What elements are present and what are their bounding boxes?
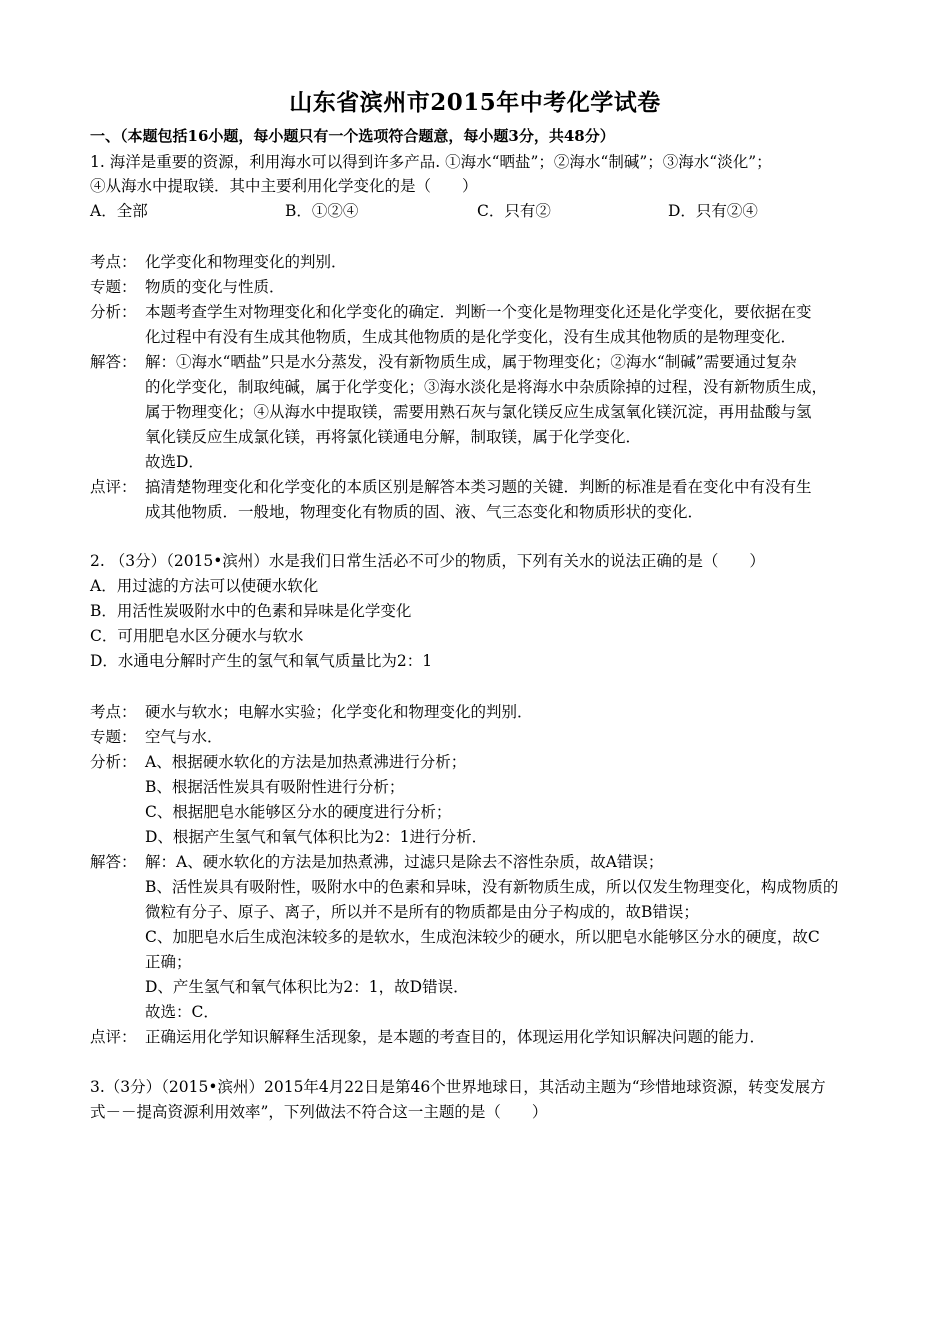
q1-stem-line: ④从海水中提取镁．其中主要利用化学变化的是（ ） <box>90 177 478 195</box>
q2-jieda-line: 故选：C． <box>145 1003 219 1021</box>
section-heading: 一、（本题包括16小题，每小题只有一个选项符合题意，每小题3分，共48分） <box>90 127 615 145</box>
q2-jieda-line: D、产生氢气和氧气体积比为2：1，故D错误． <box>145 978 469 996</box>
q3-stem-line: 3.（3分）（2015•滨州）2015年4月22日是第46个世界地球日，其活动主题为“珍惜地球资源，转变发展方 <box>90 1078 826 1096</box>
q2-zhuanti-label: 专题： <box>90 728 137 746</box>
q1-dianping-label: 点评： <box>90 478 137 496</box>
q2-fenxi-line: D、根据产生氢气和氧气体积比为2：1进行分析． <box>145 828 488 846</box>
q2-kaodian-label: 考点： <box>90 703 137 721</box>
q1-jieda-label: 解答： <box>90 353 137 371</box>
q2-zhuanti: 空气与水． <box>145 728 223 746</box>
q2-option-c: C．可用肥皂水区分硬水与软水 <box>90 627 304 645</box>
q2-fenxi-line: C、根据肥皂水能够区分水的硬度进行分析； <box>145 803 452 821</box>
q1-jieda-line: 故选D． <box>145 453 204 471</box>
q2-dianping: 正确运用化学知识解释生活现象，是本题的考查目的，体现运用化学知识解决问题的能力． <box>145 1028 766 1046</box>
q1-option-b: B．①②④ <box>285 202 359 220</box>
q2-option-d: D．水通电分解时产生的氢气和氧气质量比为2：1 <box>90 652 433 670</box>
q1-dianping-line: 成其他物质．一般地，物理变化有物质的固、液、气三态变化和物质形状的变化． <box>145 503 704 521</box>
q2-dianping-label: 点评： <box>90 1028 137 1046</box>
q2-jieda-line: 微粒有分子、原子、离子，所以并不是所有的物质都是由分子构成的，故B错误； <box>145 903 699 921</box>
q2-stem: 2. （3分）（2015•滨州）水是我们日常生活必不可少的物质，下列有关水的说法正确的是（ ） <box>90 552 765 570</box>
q2-jieda-line: 解：A、硬水软化的方法是加热煮沸，过滤只是除去不溶性杂质，故A错误； <box>145 853 664 871</box>
q1-jieda-line: 解：①海水“晒盐”只是水分蒸发，没有新物质生成，属于物理变化；②海水“制碱”需要通过复杂 <box>145 353 797 371</box>
q1-kaodian-label: 考点： <box>90 253 137 271</box>
page-title: 山东省滨州市2015年中考化学试卷 <box>289 89 661 116</box>
q2-jieda-line: 正确； <box>145 953 192 971</box>
q2-jieda-line: B、活性炭具有吸附性，吸附水中的色素和异味，没有新物质生成，所以仅发生物理变化，构成物质的 <box>145 878 839 896</box>
q1-fenxi-line: 化过程中有没有生成其他物质，生成其他物质的是化学变化，没有生成其他物质的是物理变化． <box>145 328 797 346</box>
q1-option-d: D．只有②④ <box>668 202 758 220</box>
q2-fenxi-line: B、根据活性炭具有吸附性进行分析； <box>145 778 405 796</box>
q2-option-a: A．用过滤的方法可以使硬水软化 <box>90 577 319 595</box>
q2-fenxi-line: A、根据硬水软化的方法是加热煮沸进行分析； <box>145 753 467 771</box>
q2-kaodian: 硬水与软水；电解水实验；化学变化和物理变化的判别． <box>145 703 533 721</box>
q1-option-c: C．只有② <box>477 202 551 220</box>
q1-fenxi-line: 本题考查学生对物理变化和化学变化的确定．判断一个变化是物理变化还是化学变化，要依据在变 <box>145 303 812 321</box>
q1-dianping-line: 搞清楚物理变化和化学变化的本质区别是解答本类习题的关键．判断的标准是看在变化中有没有生 <box>145 478 812 496</box>
q1-jieda-line: 氧化镁反应生成氯化镁，再将氯化镁通电分解，制取镁，属于化学变化． <box>145 428 642 446</box>
q2-option-b: B．用活性炭吸附水中的色素和异味是化学变化 <box>90 602 412 620</box>
q1-option-a: A．全部 <box>90 202 148 220</box>
q1-fenxi-label: 分析： <box>90 303 137 321</box>
q1-zhuanti-label: 专题： <box>90 278 137 296</box>
q3-stem-line: 式－－提高资源利用效率”，下列做法不符合这一主题的是（ ） <box>90 1103 548 1121</box>
q1-kaodian: 化学变化和物理变化的判别． <box>145 253 347 271</box>
q1-stem-line: 1. 海洋是重要的资源，利用海水可以得到许多产品. ①海水“晒盐”；②海水“制碱”；③海水“淡化”； <box>90 153 772 171</box>
q2-jieda-line: C、加肥皂水后生成泡沫较多的是软水，生成泡沫较少的硬水，所以肥皂水能够区分水的硬度，故C <box>145 928 820 946</box>
q2-jieda-label: 解答： <box>90 853 137 871</box>
q1-zhuanti: 物质的变化与性质． <box>145 278 285 296</box>
q1-jieda-line: 属于物理变化；④从海水中提取镁，需要用熟石灰与氯化镁反应生成氢氧化镁沉淀，再用盐酸与氢 <box>145 403 812 421</box>
q1-jieda-line: 的化学变化，制取纯碱，属于化学变化；③海水淡化是将海水中杂质除掉的过程，没有新物质生成， <box>145 378 828 396</box>
q2-fenxi-label: 分析： <box>90 753 137 771</box>
